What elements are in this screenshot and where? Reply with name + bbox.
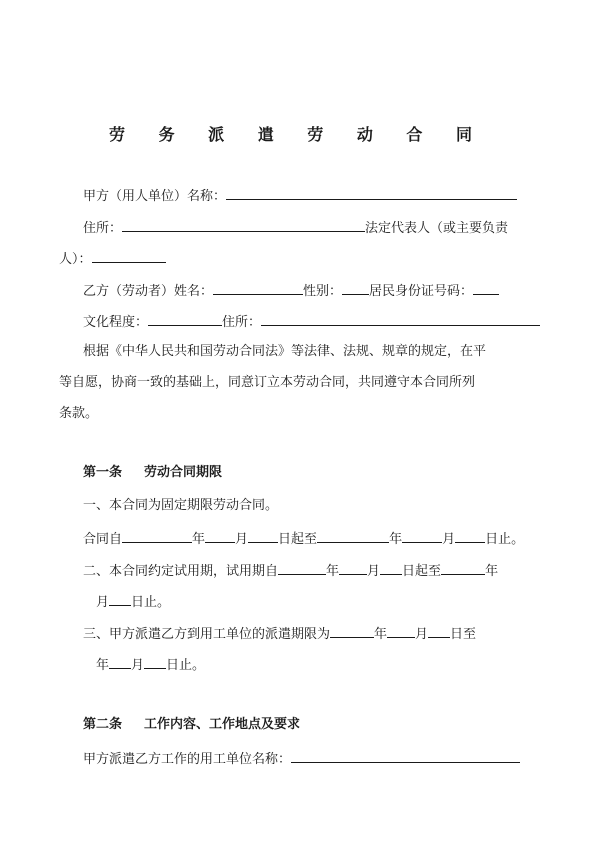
month-label: 月 bbox=[131, 658, 145, 673]
article-1-number: 第一条 bbox=[83, 465, 123, 480]
address2-field[interactable] bbox=[261, 312, 540, 326]
term-end-month-field[interactable] bbox=[402, 529, 442, 543]
dispatch-term-line-cont bbox=[96, 655, 205, 675]
month-label: 月 bbox=[367, 564, 381, 579]
day-from-label: 日起至 bbox=[402, 564, 442, 579]
day-end-label: 日止。 bbox=[166, 658, 206, 673]
month-label: 月 bbox=[235, 532, 249, 547]
id-label: 居民身份证号码： bbox=[369, 284, 474, 299]
article-1-heading bbox=[83, 464, 222, 482]
term-start-label: 合同自 bbox=[83, 532, 123, 547]
address-label: 住所： bbox=[83, 221, 123, 236]
address2-label: 住所： bbox=[222, 315, 262, 330]
year-label: 年 bbox=[96, 658, 110, 673]
dispatch-prefix: 三、甲方派遣乙方到用工单位的派遣期限为 bbox=[83, 627, 331, 642]
year-label: 年 bbox=[389, 532, 403, 547]
probation-start-month-field[interactable] bbox=[339, 561, 367, 575]
dispatch-term-line bbox=[83, 624, 476, 644]
legal-rep-field[interactable] bbox=[92, 249, 166, 263]
dispatch-end-day-field[interactable] bbox=[144, 655, 166, 669]
day-from-label: 日起至 bbox=[278, 532, 318, 547]
term-start-day-field[interactable] bbox=[248, 529, 278, 543]
article-1-item-1: 一、本合同为固定期限劳动合同。 bbox=[83, 498, 279, 513]
party-a-label: 甲方（用人单位）名称： bbox=[83, 189, 227, 204]
term-end-year-field[interactable] bbox=[317, 529, 389, 543]
legal-rep-cont-label: 人）： bbox=[59, 252, 92, 267]
day-end-label: 日止。 bbox=[485, 532, 525, 547]
day-to-label: 日至 bbox=[450, 627, 477, 642]
month-label: 月 bbox=[442, 532, 456, 547]
employer-unit-label: 甲方派遣乙方工作的用工单位名称： bbox=[83, 752, 292, 767]
article-1-title: 劳动合同期限 bbox=[144, 465, 223, 480]
probation-end-day-field[interactable] bbox=[109, 592, 131, 606]
dispatch-start-month-field[interactable] bbox=[387, 624, 415, 638]
education-line bbox=[83, 312, 540, 332]
gender-field[interactable] bbox=[342, 281, 369, 295]
year-label: 年 bbox=[485, 564, 499, 579]
article-2-heading bbox=[83, 716, 300, 734]
preamble-line-2: 等自愿，协商一致的基础上，同意订立本劳动合同，共同遵守本合同所列 bbox=[59, 375, 476, 390]
probation-line bbox=[83, 561, 498, 581]
month-label: 月 bbox=[96, 595, 110, 610]
term-start-year-field[interactable] bbox=[122, 529, 192, 543]
year-label: 年 bbox=[374, 627, 388, 642]
legal-rep-cont-line bbox=[59, 249, 166, 269]
party-a-name-field[interactable] bbox=[226, 186, 517, 200]
employer-unit-field[interactable] bbox=[291, 749, 520, 763]
term-end-day-field[interactable] bbox=[455, 529, 485, 543]
article-2-number: 第二条 bbox=[83, 717, 123, 732]
party-a-line bbox=[83, 186, 517, 206]
address-field[interactable] bbox=[122, 218, 365, 232]
document-title: 劳 务 派 遣 劳 动 合 同 bbox=[109, 125, 486, 144]
education-label: 文化程度： bbox=[83, 315, 149, 330]
probation-line-cont bbox=[96, 592, 170, 612]
party-b-label: 乙方（劳动者）姓名： bbox=[83, 284, 214, 299]
dispatch-end-month-field[interactable] bbox=[109, 655, 131, 669]
education-field[interactable] bbox=[148, 312, 222, 326]
preamble-line-1: 根据《中华人民共和国劳动合同法》等法律、法规、规章的规定，在平 bbox=[83, 344, 487, 359]
gender-label: 性别： bbox=[303, 284, 343, 299]
preamble-line-3: 条款。 bbox=[59, 406, 99, 421]
term-start-month-field[interactable] bbox=[205, 529, 235, 543]
article-2-line-1 bbox=[83, 749, 520, 769]
probation-start-year-field[interactable] bbox=[278, 561, 326, 575]
probation-prefix: 二、本合同约定试用期，试用期自 bbox=[83, 564, 279, 579]
contract-term-line bbox=[83, 529, 524, 549]
legal-rep-label: 法定代表人（或主要负责 bbox=[365, 221, 509, 236]
day-end-label: 日止。 bbox=[131, 595, 171, 610]
address-line bbox=[83, 218, 508, 238]
id-number-field[interactable] bbox=[473, 281, 499, 295]
probation-start-day-field[interactable] bbox=[380, 561, 402, 575]
party-b-line bbox=[83, 281, 499, 301]
probation-end-year-field[interactable] bbox=[441, 561, 485, 575]
year-label: 年 bbox=[192, 532, 206, 547]
dispatch-start-year-field[interactable] bbox=[330, 624, 374, 638]
dispatch-start-day-field[interactable] bbox=[428, 624, 450, 638]
party-b-name-field[interactable] bbox=[213, 281, 303, 295]
year-label: 年 bbox=[326, 564, 340, 579]
article-2-title: 工作内容、工作地点及要求 bbox=[144, 717, 301, 732]
month-label: 月 bbox=[415, 627, 429, 642]
